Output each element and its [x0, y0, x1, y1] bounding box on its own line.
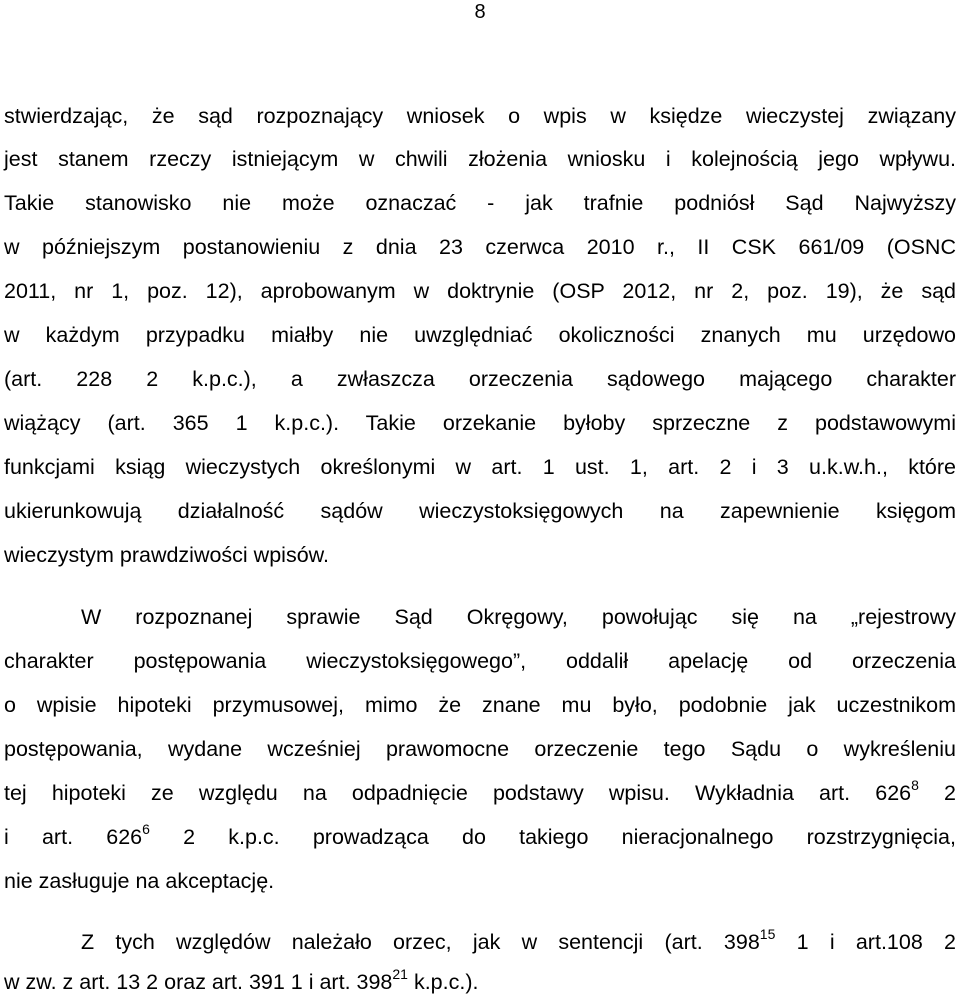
- text-line: nie zasługuje na akceptację.: [4, 869, 275, 893]
- text-line: [4, 965, 956, 996]
- text-line: wiążący (art. 365 1 k.p.c.). Takie orzekanie byłoby sprzeczne z podstawowymi: [4, 411, 956, 435]
- text-span: 1 i art.108 2: [775, 930, 956, 954]
- text-line: wieczystym prawdziwości wpisów.: [4, 543, 329, 567]
- text-line: stwierdzając, że sąd rozpoznający wniosek o wpis w księdze wieczystej związany: [4, 104, 956, 128]
- text-line: w późniejszym postanowieniu z dnia 23 czerwca 2010 r., II CSK 661/09 (OSNC: [4, 235, 956, 259]
- superscript: 21: [392, 965, 408, 982]
- text-span: i art. 626: [4, 825, 143, 849]
- text-line: [81, 925, 956, 956]
- text-line: funkcjami ksiąg wieczystych określonymi w art. 1 ust. 1, art. 2 i 3 u.k.w.h., które: [4, 455, 956, 479]
- text-line: o wpisie hipoteki przymusowej, mimo że znane mu było, podobnie jak uczestnikom: [4, 693, 956, 717]
- text-line: [4, 820, 956, 851]
- text-line: jest stanem rzeczy istniejącym w chwili złożenia wniosku i kolejnością jego wpływu.: [4, 147, 956, 171]
- superscript: 15: [759, 925, 776, 942]
- text-line: [4, 776, 956, 807]
- text-span: 2 k.p.c. prowadząca do takiego nieracjonalnego rozstrzygnięcia,: [149, 825, 956, 849]
- text-line: (art. 228 2 k.p.c.), a zwłaszcza orzeczenia sądowego mającego charakter: [4, 367, 956, 391]
- text-line: postępowania, wydane wcześniej prawomocne orzeczenie tego Sądu o wykreśleniu: [4, 737, 956, 761]
- text-line: 2011, nr 1, poz. 12), aprobowanym w doktrynie (OSP 2012, nr 2, poz. 19), że sąd: [4, 279, 956, 303]
- text-line: W rozpoznanej sprawie Sąd Okręgowy, powołując się na „rejestrowy: [81, 605, 956, 629]
- text-span: 2: [918, 781, 956, 805]
- text-span: w zw. z art. 13 2 oraz art. 391 1 i art. 398: [4, 970, 393, 994]
- superscript: 8: [911, 776, 919, 793]
- text-span: tej hipoteki ze względu na odpadnięcie podstawy wpisu. Wykładnia art. 626: [4, 781, 912, 805]
- text-line: ukierunkowują działalność sądów wieczystoksięgowych na zapewnienie księgom: [4, 499, 956, 523]
- text-line: w każdym przypadku miałby nie uwzględniać okoliczności znanych mu urzędowo: [4, 323, 956, 347]
- superscript: 6: [142, 820, 150, 837]
- text-span: Z tych względów należało orzec, jak w sentencji (art. 398: [81, 930, 760, 954]
- text-span: k.p.c.).: [407, 970, 479, 994]
- page-number: 8: [474, 1, 486, 23]
- text-line: Takie stanowisko nie może oznaczać - jak trafnie podniósł Sąd Najwyższy: [4, 191, 956, 215]
- text-line: charakter postępowania wieczystoksięgowego”, oddalił apelację od orzeczenia: [4, 649, 956, 673]
